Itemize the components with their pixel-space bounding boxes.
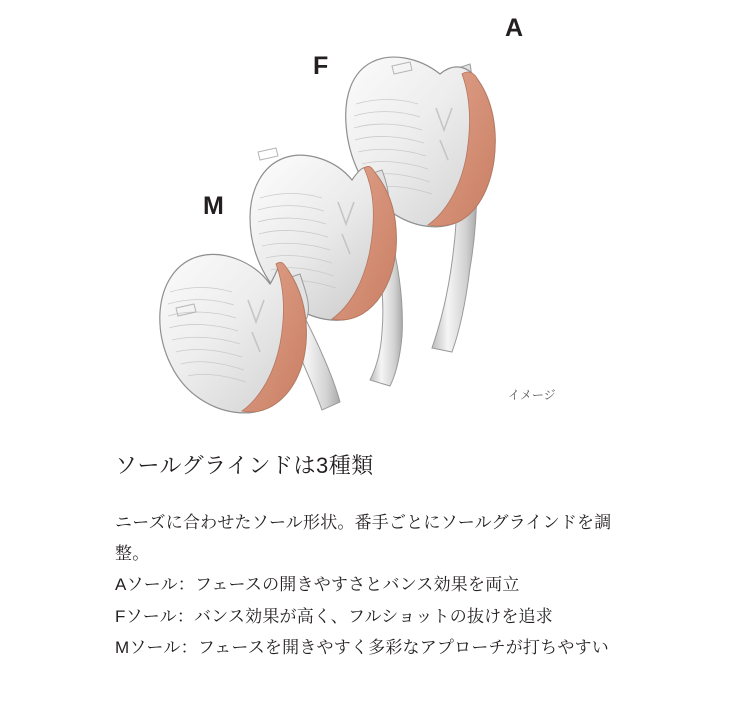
club-label-m: M [203,192,225,220]
club-label-f: F [313,52,329,80]
section-heading: ソールグラインドは3種類 [115,453,374,478]
description-text [115,507,615,664]
description-paragraph-2: Aソール：フェースの開きやすさとバンス効果を両立 [115,575,520,595]
image-note: イメージ [508,388,556,402]
description-paragraph-3: Fソール：バンス効果が高く、フルショットの抜けを追求 [115,606,553,626]
description-paragraph-1: ニーズに合わせたソール形状。番手ごとにソールグラインドを調整。 [115,512,612,564]
club-label-a: A [505,14,524,42]
description-paragraph-4: Mソール：フェースを開きやすく多彩なアプローチが打ちやすい [115,638,609,658]
description-block [0,430,730,664]
